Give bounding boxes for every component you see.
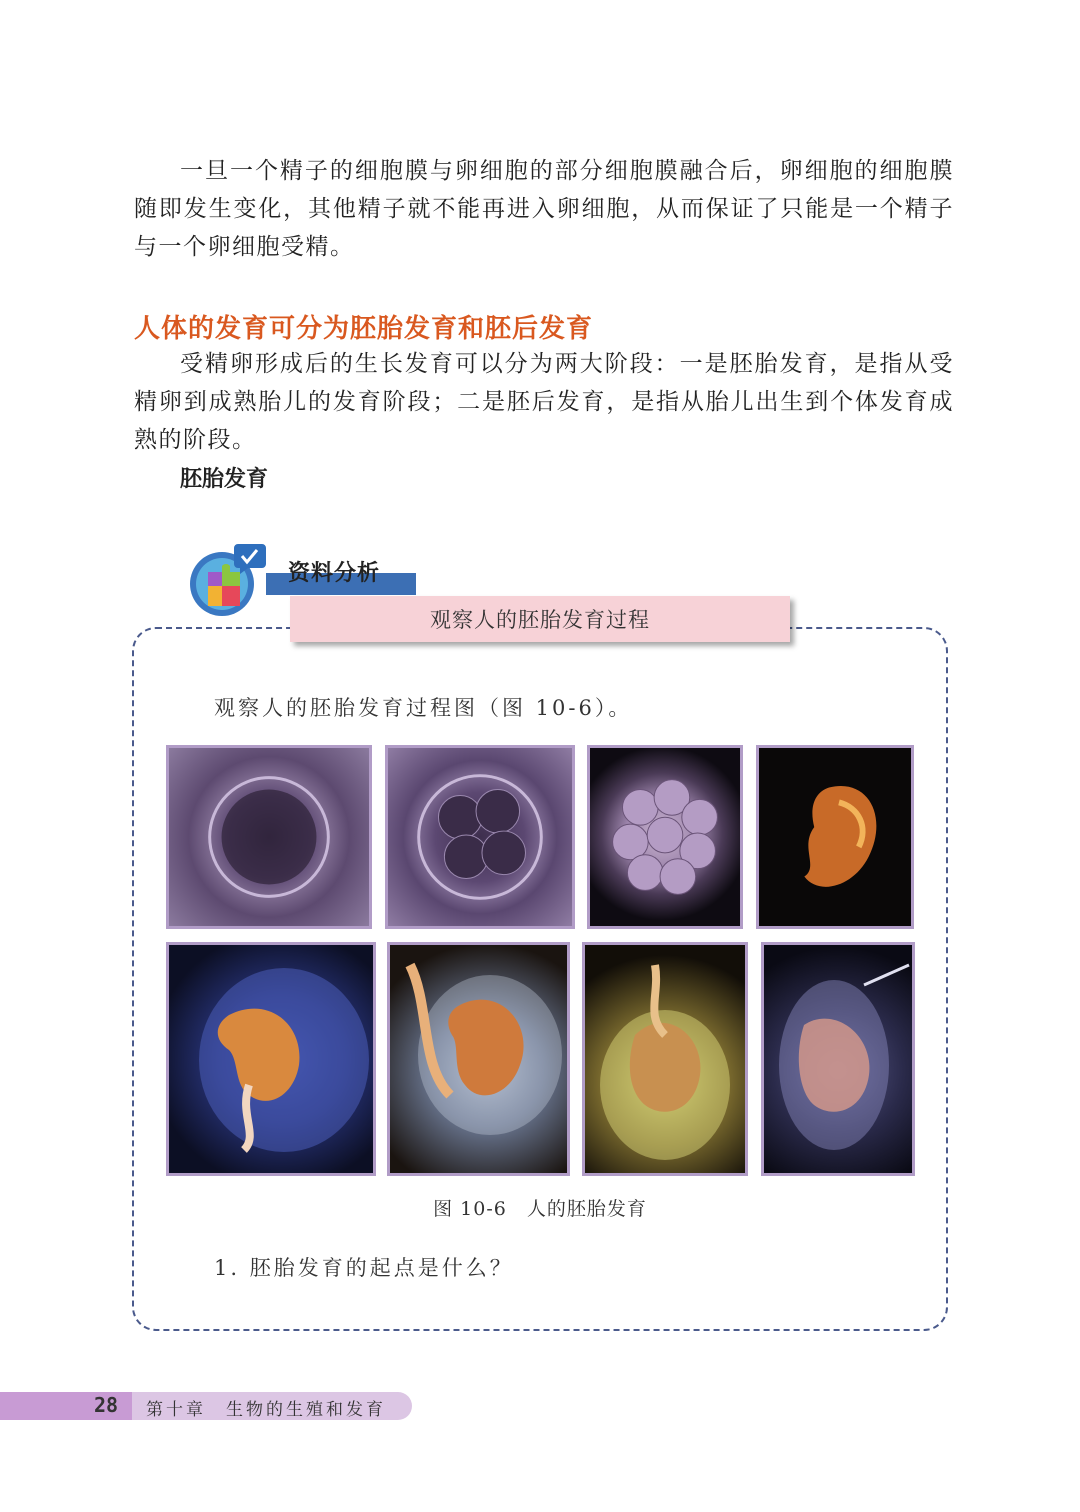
embryo-photo-embryo-sac — [166, 942, 376, 1176]
embryo-photo-fetus-yellow — [582, 942, 748, 1176]
embryo-photo-morula — [587, 745, 743, 929]
page-number: 28 — [94, 1393, 119, 1417]
badge-label: 资料分析 — [288, 561, 381, 586]
section-heading: 人体的发育可分为胚胎发育和胚后发育 — [134, 314, 594, 344]
embryo-photo-fetus-late — [761, 942, 915, 1176]
subheading-embryo-development: 胚胎发育 — [180, 467, 269, 492]
paragraph-fertilization: 一旦一个精子的细胞膜与卵细胞的部分细胞膜融合后，卵细胞的细胞膜随即发生变化，其他精子就不能再进入卵细胞，从而保证了只能是一个精子与一个卵细胞受精。 — [134, 158, 954, 260]
embryo-photo-cleavage — [385, 745, 575, 929]
embryo-photo-fetus-amnion — [387, 942, 570, 1176]
activity-intro: 观察人的胚胎发育过程图（图 10-6）。 — [214, 696, 633, 720]
figure-caption: 图 10-6 人的胚胎发育 — [433, 1198, 647, 1220]
question-1: 1. 胚胎发育的起点是什么？ — [214, 1256, 514, 1280]
paragraph-development-stages: 受精卵形成后的生长发育可以分为两大阶段：一是胚胎发育，是指从受精卵到成熟胎儿的发育阶段；二是胚后发育，是指从胎儿出生到个体发育成熟的阶段。 — [134, 351, 954, 453]
embryo-photo-early-embryo — [756, 745, 914, 929]
puzzle-globe-icon — [184, 536, 268, 620]
activity-title: 观察人的胚胎发育过程 — [290, 596, 790, 642]
chapter-title: 第十章 生物的生殖和发育 — [146, 1400, 386, 1420]
embryo-photo-zygote — [166, 745, 372, 929]
